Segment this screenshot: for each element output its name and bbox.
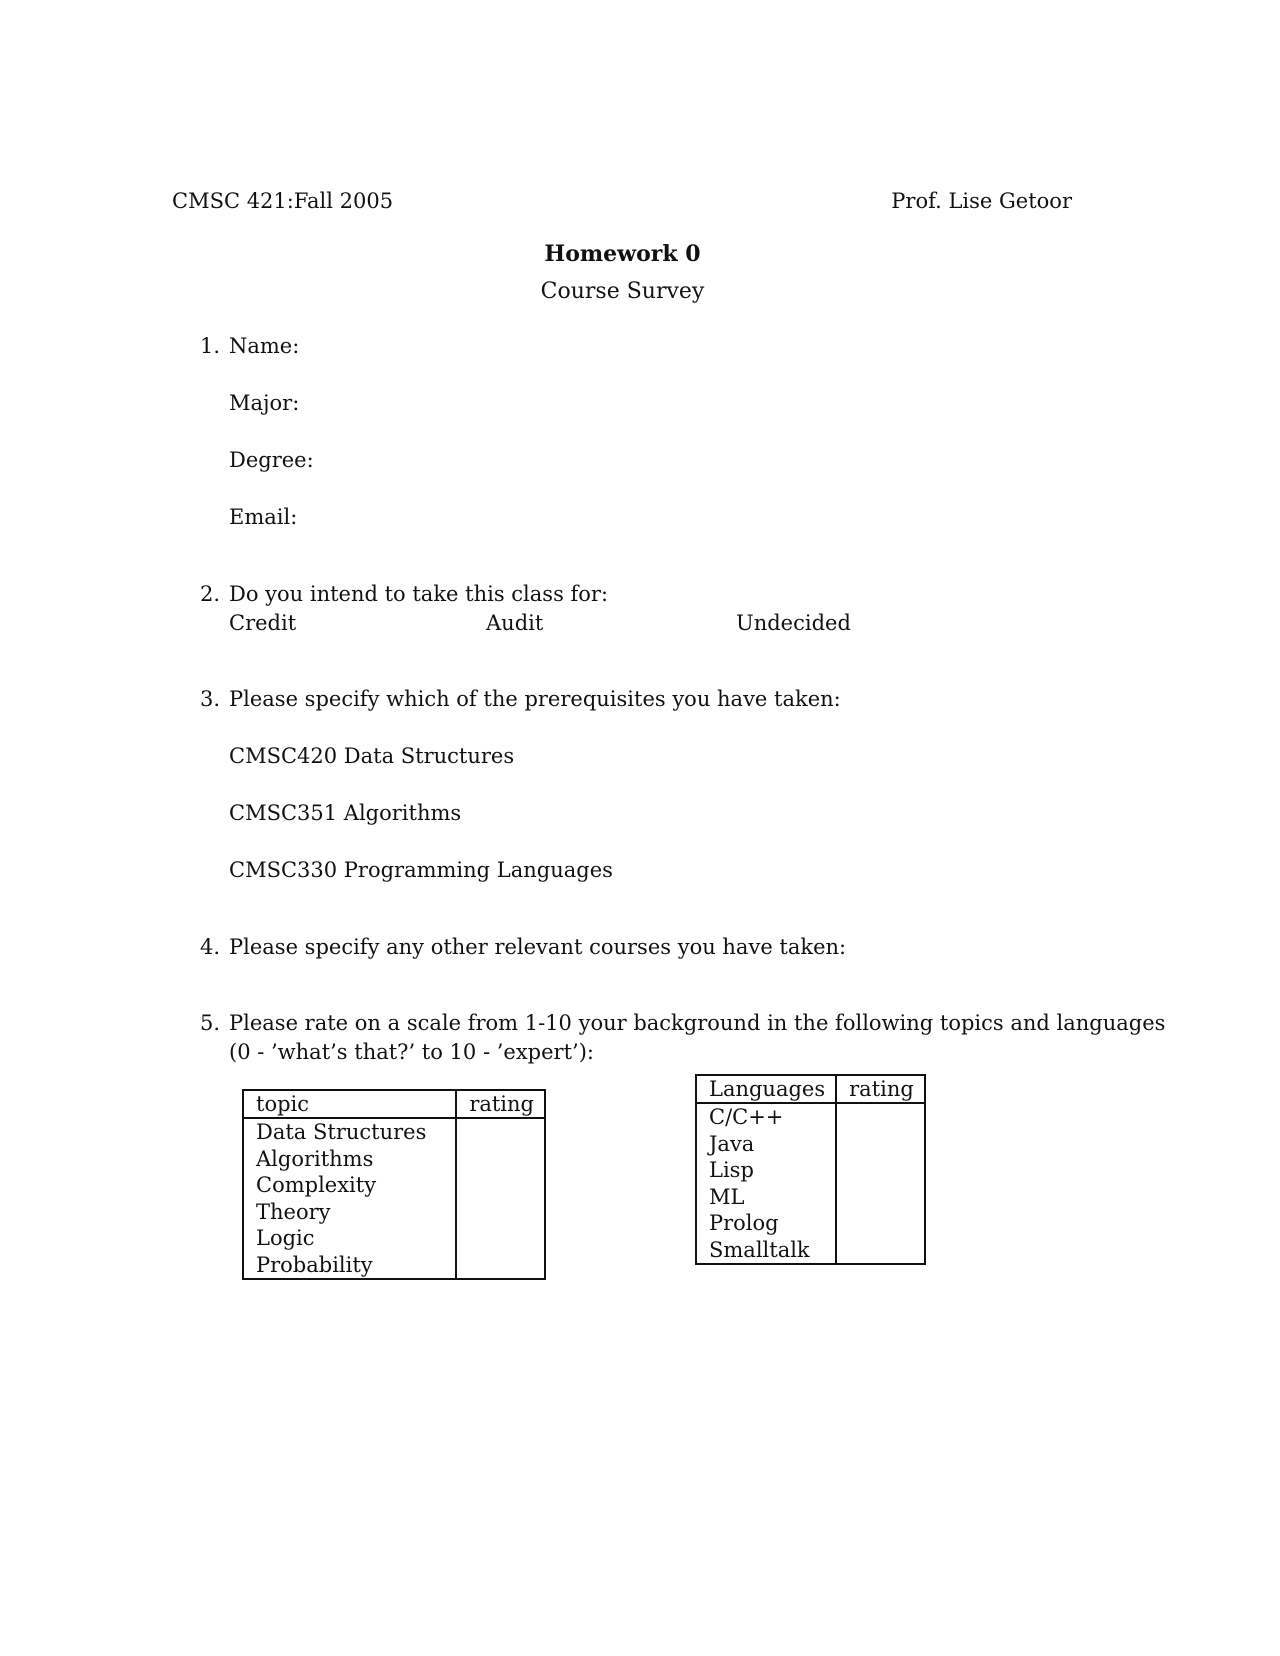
table-row (696, 1210, 925, 1236)
table-row (696, 1131, 925, 1157)
language-java: Java (696, 1131, 836, 1157)
rating-cell (456, 1225, 545, 1251)
topic-complexity-theory: Complexity Theory (243, 1172, 456, 1225)
languages-header-rating: rating (836, 1075, 925, 1103)
topics-header-rating: rating (456, 1090, 545, 1118)
prereq-data-structures: CMSC420 Data Structures (229, 744, 515, 768)
option-audit: Audit (486, 611, 544, 635)
major-label: Major: (229, 391, 300, 415)
rating-cell (836, 1103, 925, 1130)
rating-cell (456, 1172, 545, 1225)
languages-header-languages: Languages (696, 1075, 836, 1103)
page-title: Homework 0 (544, 241, 701, 267)
table-row (243, 1118, 545, 1145)
table-row (243, 1225, 545, 1251)
question-2-number: 2. (200, 582, 221, 606)
rating-cell (836, 1237, 925, 1264)
page-subtitle: Course Survey (540, 279, 705, 304)
prereq-algorithms: CMSC351 Algorithms (229, 801, 462, 825)
course-header: CMSC 421:Fall 2005 (172, 189, 394, 213)
prereq-programming-languages: CMSC330 Programming Languages (229, 858, 613, 882)
question-3-number: 3. (200, 687, 221, 711)
rating-cell (456, 1118, 545, 1145)
rating-cell (836, 1157, 925, 1183)
languages-rating-table (695, 1074, 926, 1265)
topic-algorithms: Algorithms (243, 1146, 456, 1172)
topics-rating-table (242, 1089, 546, 1280)
table-row (243, 1172, 545, 1225)
rating-cell (836, 1184, 925, 1210)
language-ml: ML (696, 1184, 836, 1210)
rating-cell (456, 1146, 545, 1172)
table-row (696, 1184, 925, 1210)
language-prolog: Prolog (696, 1210, 836, 1236)
rating-cell (836, 1210, 925, 1236)
table-row (243, 1146, 545, 1172)
question-5-prompt-line1: Please rate on a scale from 1-10 your background in the following topics and languages (229, 1011, 1166, 1035)
question-1-number: 1. (200, 334, 221, 358)
question-5-prompt-line2: (0 - ’what’s that?’ to 10 - ’expert’): (229, 1040, 594, 1064)
option-undecided: Undecided (736, 611, 851, 635)
topic-logic: Logic (243, 1225, 456, 1251)
email-label: Email: (229, 505, 298, 529)
instructor-name: Prof. Lise Getoor (891, 189, 1072, 213)
language-lisp: Lisp (696, 1157, 836, 1183)
table-row (696, 1103, 925, 1130)
table-row (696, 1157, 925, 1183)
question-4-number: 4. (200, 935, 221, 959)
table-row (243, 1252, 545, 1279)
rating-cell (456, 1252, 545, 1279)
option-credit: Credit (229, 611, 297, 635)
rating-cell (836, 1131, 925, 1157)
name-label: Name: (229, 334, 300, 358)
language-smalltalk: Smalltalk (696, 1237, 836, 1264)
topic-probability: Probability (243, 1252, 456, 1279)
language-c-cpp: C/C++ (696, 1103, 836, 1130)
question-2-prompt: Do you intend to take this class for: (229, 582, 609, 606)
question-3-prompt: Please specify which of the prerequisites you have taken: (229, 687, 841, 711)
question-4-prompt: Please specify any other relevant courses you have taken: (229, 935, 847, 959)
degree-label: Degree: (229, 448, 314, 472)
topics-header-topic: topic (243, 1090, 456, 1118)
question-5-number: 5. (200, 1011, 221, 1035)
topic-data-structures: Data Structures (243, 1118, 456, 1145)
table-row (696, 1237, 925, 1264)
